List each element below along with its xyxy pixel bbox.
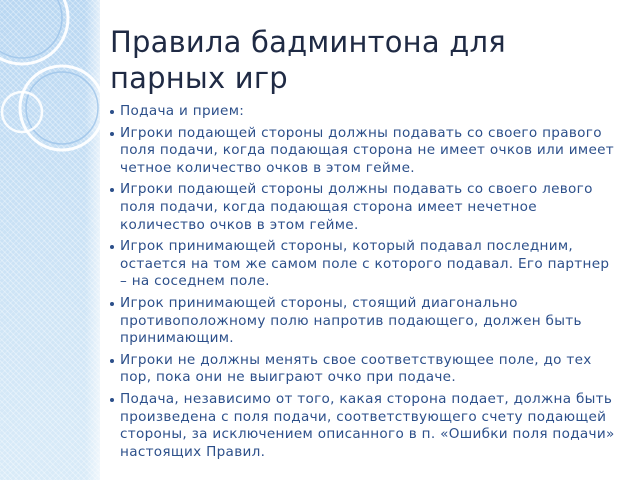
bullet-text: Игроки не должны менять свое соответствующее поле, до тех пор, пока они не выиграют очко при подаче. [120, 351, 592, 386]
bullet-text: Игрок принимающей стороны, который подавал последним, остается на том же самом поле с которого подавал. Его партнер – на соседнем поле. [120, 238, 610, 290]
bullet-dot-icon [110, 132, 114, 136]
bullet-item [110, 125, 620, 178]
decor-circle-large [0, 0, 68, 64]
bullet-item [110, 295, 620, 348]
bullet-dot-icon [110, 188, 114, 192]
decor-circle-large-inner [0, 0, 62, 58]
bullet-text: Подача и прием: [120, 103, 245, 119]
bullet-dot-icon [110, 302, 114, 306]
bullet-dot-icon [110, 245, 114, 249]
bullet-text: Игрок принимающей стороны, стоящий диагонально противоположному полю напротив подающего, должен быть принимающим. [120, 294, 582, 347]
bullet-text: Подача, независимо от того, какая сторона подает, должна быть произведена с поля подачи, соответствующего счету подающей стороны, за исключением описанного в п. «Ошибки поля подачи» настоящих Правил. [120, 390, 615, 460]
slide-title: Правила бадминтона для парных игр [110, 25, 506, 95]
bullet-text: Игроки подающей стороны должны подавать со своего правого поля подачи, когда подающая сторона не имеет очков или имеет четное количество очков в этом гейме. [120, 124, 615, 176]
bullet-text: Игроки подающей стороны должны подавать со своего левого поля подачи, когда подающая сторона имеет нечетное количество очков в этом гейме. [120, 181, 593, 233]
bullet-item [110, 352, 620, 387]
bullet-dot-icon [110, 359, 114, 363]
bullet-item [110, 181, 620, 234]
bullet-dot-icon [110, 110, 114, 114]
decor-circle-medium-inner [26, 72, 98, 144]
bullet-item [110, 391, 620, 461]
decor-circle-medium [20, 66, 104, 150]
bullet-list [110, 103, 620, 465]
bullet-item [110, 238, 620, 291]
bullet-item [110, 103, 620, 121]
bullet-dot-icon [110, 398, 114, 402]
